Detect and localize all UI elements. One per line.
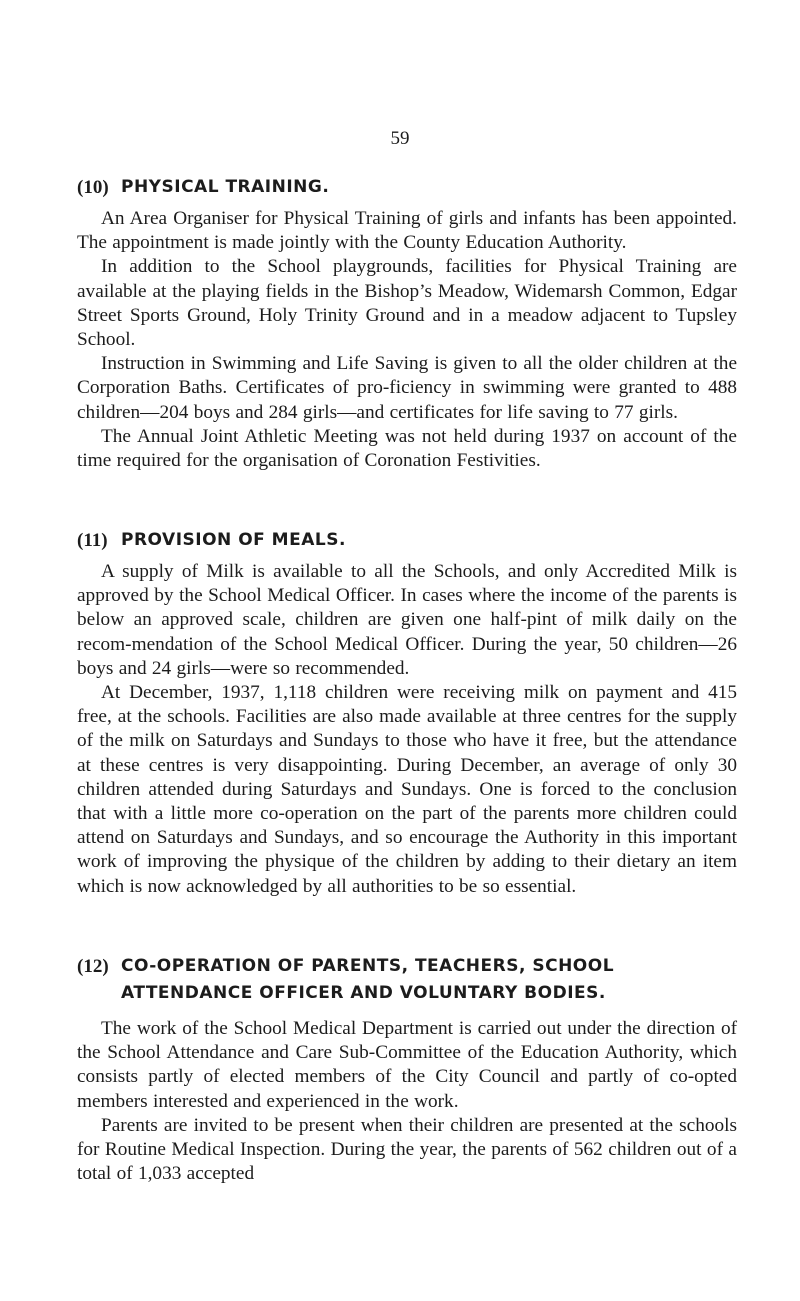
section-heading bbox=[77, 527, 737, 554]
section-provision-of-meals bbox=[77, 527, 737, 899]
page-number: 59 bbox=[390, 128, 410, 149]
paragraph: Instruction in Swimming and Life Saving is given to all the older children at the Corporation Baths. Certificates of pro-ficiency in swimming were granted to 488 children—204 boys and 284 girls—and certificates for life saving to 77 girls. bbox=[77, 353, 737, 423]
paragraph: In addition to the School playgrounds, facilities for Physical Training are available at the playing fields in the Bishop’s Meadow, Widemarsh Common, Edgar Street Sports Ground, Holy Trinity Ground and in a meadow adjacent to Tupsley School. bbox=[77, 256, 737, 351]
section-number: (11) bbox=[77, 530, 108, 551]
section-heading bbox=[77, 174, 737, 201]
paragraph: Parents are invited to be present when their children are presented at the schools for Routine Medical Inspection. During the year, the parents of 562 children out of a total of 1,033 accepted bbox=[77, 1114, 737, 1185]
paragraph: A supply of Milk is available to all the Schools, and only Accredited Milk is approved by the School Medical Officer. In cases where the income of the parents is below an approved scale, children are given one half-pint of milk daily on the recom-mendation of the School Medical Officer. During the year, 50 children—26 boys and 24 girls—were so recommended. bbox=[77, 561, 737, 679]
section-title bbox=[121, 527, 346, 554]
section-title-line: PHYSICAL TRAINING. bbox=[121, 177, 330, 197]
section-number: (12) bbox=[77, 956, 109, 977]
paragraph: The Annual Joint Athletic Meeting was not held during 1937 on account of the time required for the organisation of Coronation Festivities. bbox=[77, 425, 737, 472]
section-title-line: PROVISION OF MEALS. bbox=[121, 530, 346, 550]
paragraph: The work of the School Medical Department is carried out under the direction of the School Attendance and Care Sub-Committee of the Education Authority, which consists partly of elected members of the City Council and partly of co-opted members interested and experienced in the work. bbox=[77, 1018, 737, 1112]
section-heading bbox=[77, 953, 737, 1007]
section-co-operation bbox=[77, 953, 737, 1186]
section-physical-training bbox=[77, 174, 737, 473]
section-number: (10) bbox=[77, 177, 109, 198]
section-title bbox=[121, 953, 614, 1007]
section-title-line: ATTENDANCE OFFICER AND VOLUNTARY BODIES. bbox=[121, 983, 606, 1003]
paragraph: At December, 1937, 1,118 children were receiving milk on payment and 415 free, at the schools. Facilities are also made available at three centres for the supply of the milk on Saturdays and Sundays to those who have it free, but the attendance at these centres is very disappointing. During December, an average of only 30 children attended during Saturdays and Sundays. One is forced to the conclusion that with a little more co-operation on the part of the parents more children could attend on Saturdays and Sundays, and so encourage the Authority in this important work of improving the physique of the children by adding to their dietary an item which is now acknowledged by all authorities to be so essential. bbox=[77, 682, 737, 897]
section-title bbox=[121, 174, 329, 201]
section-title-line: CO-OPERATION OF PARENTS, TEACHERS, SCHOOL bbox=[121, 956, 615, 976]
paragraph: An Area Organiser for Physical Training of girls and infants has been appointed. The appointment is made jointly with the County Education Authority. bbox=[77, 208, 737, 254]
